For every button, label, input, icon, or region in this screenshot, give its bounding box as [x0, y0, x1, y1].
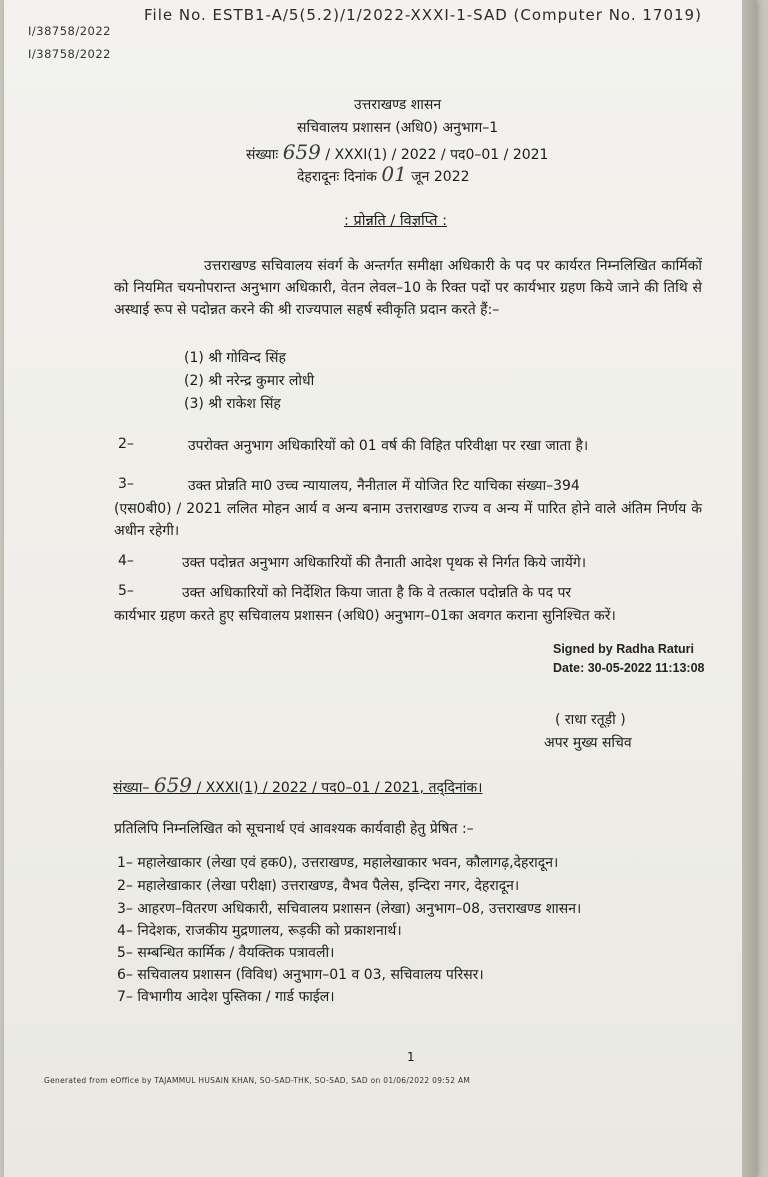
copy-list-item: 7– विभागीय आदेश पुस्तिका / गार्ड फाईल। [117, 989, 335, 1005]
digital-signature: Signed by Radha Raturi [553, 642, 694, 656]
copy-list-item: 6– सचिवालय प्रशासन (विविध) अनुभाग–01 व 03, सचिवालय परिसर। [117, 967, 484, 983]
paragraph-4: उक्त पदोन्नत अनुभाग अधिकारियों की तैनाती आदेश पृथक से निर्गत किये जायेंगे। [182, 555, 587, 571]
list-item: (1) श्री गोविन्द सिंह [184, 350, 286, 366]
file-number: File No. ESTB1-A/5(5.2)/1/2022-XXXI-1-SAD (Computer No. 17019) [144, 6, 702, 24]
paragraph-number: 4– [118, 553, 134, 569]
signature-date: Date: 30-05-2022 11:13:08 [553, 661, 705, 675]
signatory-designation: अपर मुख्य सचिव [544, 735, 632, 751]
handwritten-date: 01 [381, 162, 407, 186]
reference-number: I/38758/2022 [28, 24, 111, 38]
paragraph-5-line: उक्त अधिकारियों को निर्देशित किया जाता है कि वे तत्काल पदोन्नति के पद पर [182, 585, 572, 601]
copy-list-item: 3– आहरण–वितरण अधिकारी, सचिवालय प्रशासन (लेखा) अनुभाग–08, उत्तराखण्ड शासन। [117, 901, 582, 917]
copy-intro: प्रतिलिपि निम्नलिखित को सूचनार्थ एवं आवश्यक कार्यवाही हेतु प्रेषित :– [114, 821, 474, 837]
page-edge [742, 0, 756, 1177]
eoffice-footer: Generated from eOffice by TAJAMMUL HUSAIN KHAN, SO-SAD-THK, SO-SAD, SAD on 01/06/2022 09:52 AM [44, 1076, 471, 1085]
place-date-label: देहरादूनः दिनांक [297, 169, 377, 185]
paragraph-1: उत्तराखण्ड सचिवालय संवर्ग के अन्तर्गत समीक्षा अधिकारी के पद पर कार्यरत निम्नलिखित कार्मिकों को नियमित चयनोपरान्त अनुभाग अधिकारी, वेतन लेवल–10 के रिक्त पदों पर कार्यभार ग्रहण किये जाने की तिथि से अस्थाई रूप से पदोन्नत करने की श्री राज्यपाल सहर्ष स्वीकृति प्रदान करते हैं:– [114, 258, 702, 318]
copy-list-item: 5– सम्बन्धित कार्मिक / वैयक्तिक पत्रावली। [117, 945, 335, 961]
paragraph-5-rest: कार्यभार ग्रहण करते हुए सचिवालय प्रशासन (अधि0) अनुभाग–01का अवगत कराना सुनिश्चित करें। [114, 608, 616, 624]
signatory-name: ( राधा रतूड़ी ) [555, 712, 626, 728]
department-name: सचिवालय प्रशासन (अधि0) अनुभाग–1 [297, 120, 499, 136]
paragraph-3-rest: (एस0बी0) / 2021 ललित मोहन आर्य व अन्य बनाम उत्तराखण्ड राज्य व अन्य में पारित होने वाले अंतिम निर्णय के अधीन रहेगी। [114, 501, 702, 539]
sankhya-label: संख्याः [246, 147, 279, 163]
copy-ref-label: संख्या– [113, 780, 150, 796]
list-item: (2) श्री नरेन्द्र कुमार लोधी [184, 373, 315, 389]
govt-name: उत्तराखण्ड शासन [354, 97, 442, 113]
month-year: जून 2022 [411, 169, 470, 185]
handwritten-number: 659 [153, 773, 193, 797]
handwritten-number: 659 [282, 140, 321, 164]
notice-title: : प्रोन्नति / विज्ञप्ति : [344, 213, 447, 229]
copy-reference [113, 773, 482, 797]
copy-list-item: 4– निदेशक, राजकीय मुद्रणालय, रूड़की को प्रकाशनार्थ। [117, 923, 402, 939]
paragraph-number: 2– [118, 436, 134, 452]
document-page [4, 0, 756, 1177]
copy-list-item: 2– महालेखाकार (लेखा परीक्षा) उत्तराखण्ड, वैभव पैलेस, इन्दिरा नगर, देहरादून। [117, 878, 520, 894]
copy-ref-rest: / XXXI(1) / 2022 / पद0–01 / 2021, तद्‌दिनांक। [196, 780, 483, 796]
reference-number: I/38758/2022 [28, 47, 111, 61]
copy-list-item: 1– महालेखाकार (लेखा एवं हक0), उत्तराखण्ड, महालेखाकार भवन, कौलागढ़,देहरादून। [117, 855, 559, 871]
place-date [297, 162, 470, 186]
order-number-rest: / XXXI(1) / 2022 / पद0–01 / 2021 [325, 147, 549, 163]
paragraph-3-line: उक्त प्रोन्नति मा0 उच्च न्यायालय, नैनीताल में योजित रिट याचिका संख्या–394 [188, 478, 580, 494]
paragraph-number: 5– [118, 583, 134, 599]
paragraph-2: उपरोक्त अनुभाग अधिकारियों को 01 वर्ष की विहित परिवीक्षा पर रखा जाता है। [188, 438, 589, 454]
paragraph-number: 3– [118, 476, 134, 492]
order-number [246, 140, 548, 164]
page-number: 1 [407, 1050, 415, 1064]
list-item: (3) श्री राकेश सिंह [184, 396, 281, 412]
